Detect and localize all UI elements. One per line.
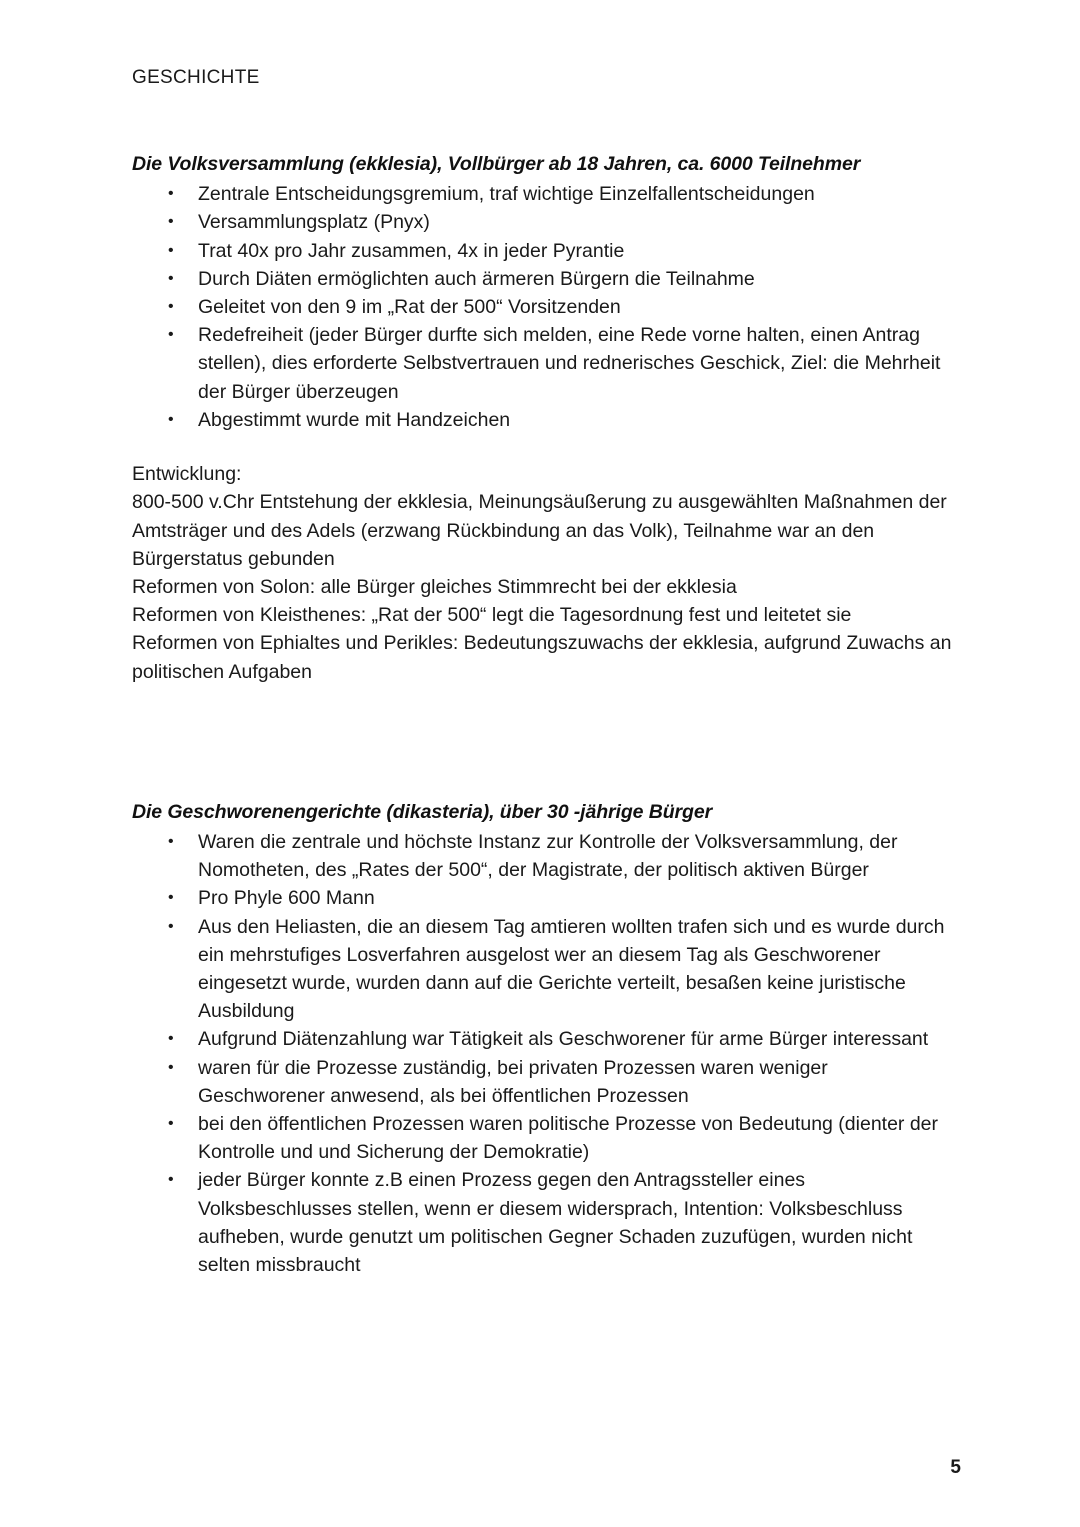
list-item: • bei den öffentlichen Prozessen waren politische Prozesse von Bedeutung (dienter der Kontrolle und und Sicherung der Demokratie) [132,1110,952,1166]
development-label: Entwicklung: [132,463,242,486]
development-line: 800-500 v.Chr Entstehung der ekklesia, Meinungsäußerung zu ausgewählten Maßnahmen der Amtsträger und des Adels (erzwang Rückbindung an das Volk), Teilnahme war an den Bürgerstatus gebunden [132,491,947,570]
section-heading: Die Volksversammlung (ekklesia), Vollbürger ab 18 Jahren, ca. 6000 Teilnehmer [132,153,861,175]
page-number: 5 [950,1457,961,1478]
list-item: • Abgestimmt wurde mit Handzeichen [132,406,952,434]
section-geschworenengerichte [132,798,952,1280]
section-volksversammlung [132,150,952,434]
development-line: Reformen von Kleisthenes: „Rat der 500“ legt die Tagesordnung fest und leitetet sie [132,604,852,627]
development-line: Reformen von Solon: alle Bürger gleiches Stimmrecht bei der ekklesia [132,575,737,598]
development-line: Reformen von Ephialtes und Perikles: Bedeutungszuwachs der ekklesia, aufgrund Zuwachs an politischen Aufgaben [132,632,952,683]
bullet-list-volksversammlung [132,180,952,434]
document-body [132,150,952,1279]
list-item: • Durch Diäten ermöglichten auch ärmeren Bürgern die Teilnahme [132,265,952,293]
list-item: • Redefreiheit (jeder Bürger durfte sich melden, eine Rede vorne halten, einen Antrag stellen), dies erforderte Selbstvertrauen und rednerisches Geschick, Ziel: die Mehrheit der Bürger überzeugen [132,321,952,406]
list-item: • Aufgrund Diätenzahlung war Tätigkeit als Geschworener für arme Bürger interessant [132,1025,952,1053]
list-item: • Geleitet von den 9 im „Rat der 500“ Vorsitzenden [132,293,952,321]
bullet-list-geschworenengerichte [132,828,952,1279]
list-item: • Versammlungsplatz (Pnyx) [132,208,952,236]
list-item: • jeder Bürger konnte z.B einen Prozess gegen den Antragssteller eines Volksbeschlusses stellen, wenn er diesem widersprach, Intention: Volksbeschluss aufheben, wurde genutzt um politischen Gegner Schaden zuzufügen, wurden nicht selten missbraucht [132,1166,952,1279]
spacer [132,686,952,798]
list-item: • Waren die zentrale und höchste Instanz zur Kontrolle der Volksversammlung, der Nomotheten, des „Rates der 500“, der Magistrate, der politisch aktiven Bürger [132,828,952,884]
list-item: • Trat 40x pro Jahr zusammen, 4x in jeder Pyrantie [132,237,952,265]
list-item: • waren für die Prozesse zuständig, bei privaten Prozessen waren weniger Geschworener anwesend, als bei öffentlichen Prozessen [132,1054,952,1110]
list-item: • Pro Phyle 600 Mann [132,884,952,912]
document-header: GESCHICHTE [132,67,260,88]
list-item: • Aus den Heliasten, die an diesem Tag amtieren wollten trafen sich und es wurde durch ein mehrstufiges Losverfahren ausgelost wer an diesem Tag als Geschworener eingesetzt wurde, wurden dann auf die Gerichte verteilt, besaßen keine juristische Ausbildung [132,913,952,1026]
development-block [132,460,952,686]
list-item: • Zentrale Entscheidungsgremium, traf wichtige Einzelfallentscheidungen [132,180,952,208]
spacer [132,434,952,460]
section-heading: Die Geschworenengerichte (dikasteria), über 30 -jährige Bürger [132,800,713,823]
